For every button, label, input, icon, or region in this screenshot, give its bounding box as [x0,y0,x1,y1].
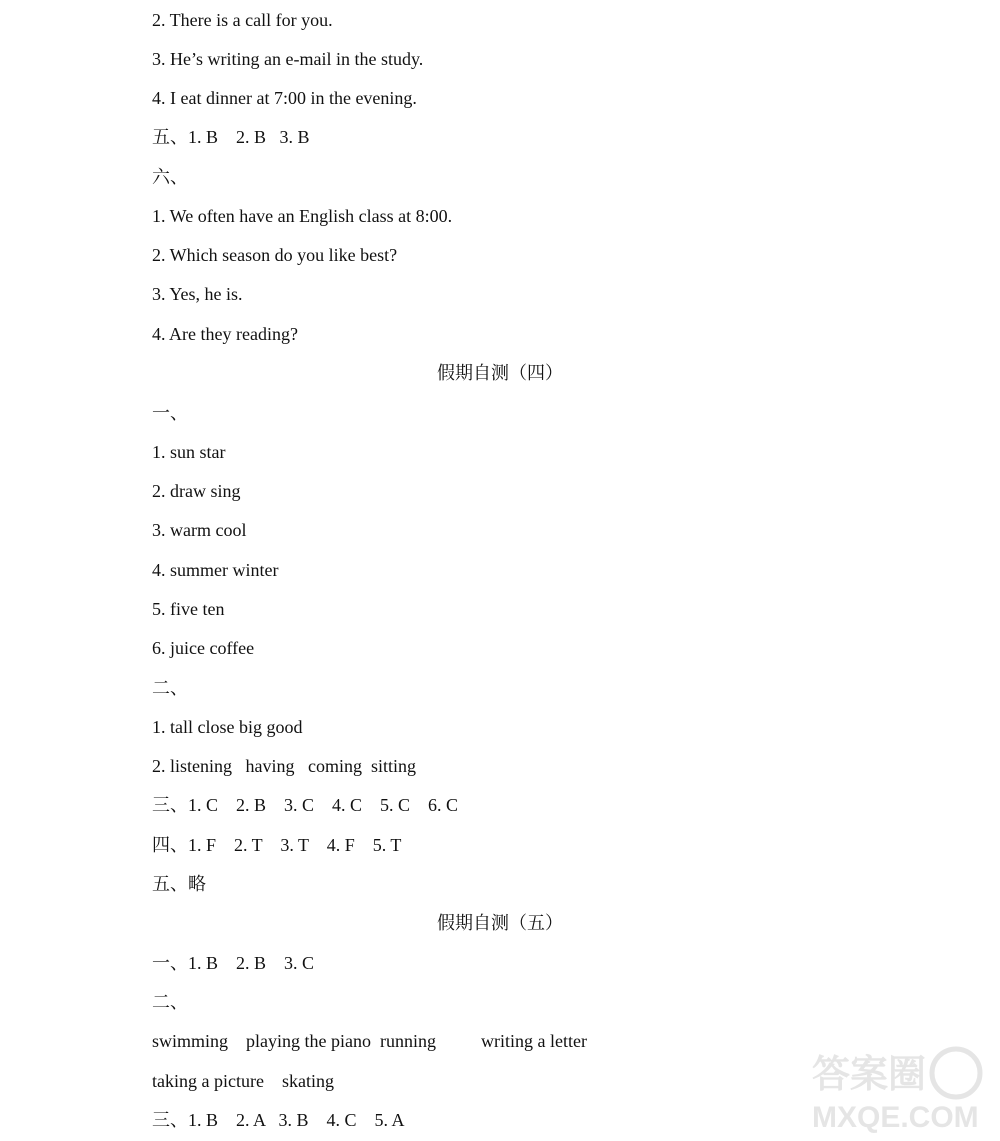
watermark-graphic [808,1043,988,1133]
section-heading: 假期自测（四） [437,363,563,383]
section-answers: 三、1. B 2. A 3. B 4. C 5. A [152,1110,405,1130]
answer-line: 2. There is a call for you. [152,10,333,30]
site-watermark-logo [808,1043,988,1133]
answer-line: 4. summer winter [152,560,279,580]
answer-line: swimming playing the piano running writing a letter [152,1031,587,1051]
answer-line: 2. draw sing [152,481,241,501]
section-label: 二、 [152,678,188,698]
section-heading: 假期自测（五） [437,913,563,933]
answer-line: 1. tall close big good [152,717,303,737]
answer-line: 2. Which season do you like best? [152,245,398,265]
answer-line: 5. five ten [152,599,225,619]
answer-line: 3. warm cool [152,520,247,540]
section-label: 二、 [152,992,188,1012]
section-answers: 五、略 [152,874,206,894]
answer-line: 6. juice coffee [152,638,255,658]
answer-line: 4. Are they reading? [152,324,298,344]
answer-line: 2. listening having coming sitting [152,756,416,776]
answer-line: 3. Yes, he is. [152,284,243,304]
answer-line: taking a picture skating [152,1071,334,1091]
section-label: 一、 [152,403,188,423]
answer-line: 1. sun star [152,442,226,462]
answer-line: 3. He’s writing an e-mail in the study. [152,49,424,69]
watermark-text-bottom: MXQE.COM [812,1101,979,1133]
section-answers: 一、1. B 2. B 3. C [152,953,315,973]
watermark-ring [932,1049,980,1097]
section-answers: 四、1. F 2. T 3. T 4. F 5. T [152,835,402,855]
section-answers: 五、1. B 2. B 3. B [152,127,310,147]
answer-line: 4. I eat dinner at 7:00 in the evening. [152,88,417,108]
section-label: 六、 [152,167,188,187]
section-answers: 三、1. C 2. B 3. C 4. C 5. C 6. C [152,795,459,815]
answer-line: 1. We often have an English class at 8:00. [152,206,453,226]
watermark-text-top: 答案圈 [812,1054,927,1096]
